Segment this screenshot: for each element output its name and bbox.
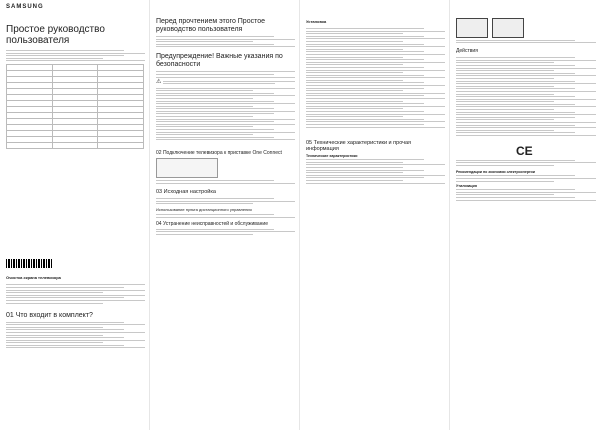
text-line — [156, 217, 295, 218]
section-heading-01: 01 Что входит в комплект? — [6, 311, 93, 319]
document-title: Простое руководство пользователя — [6, 24, 105, 46]
section-heading-read: Перед прочтением этого Простое руководство пользователя — [156, 18, 266, 33]
text-line — [306, 159, 424, 160]
text-line — [456, 101, 554, 102]
text-line — [306, 119, 424, 120]
text-line — [306, 95, 424, 96]
warning-triangle-icon: ⚠ — [156, 79, 162, 86]
text-line — [456, 125, 575, 126]
section-heading-remote: Использование пульта дистанционного управления — [156, 207, 252, 213]
text-line — [306, 41, 403, 42]
text-line — [306, 177, 424, 178]
text-line — [306, 44, 424, 45]
text-line — [456, 42, 596, 43]
text-line — [6, 290, 145, 291]
text-line — [6, 322, 124, 323]
text-line — [456, 99, 596, 100]
text-line — [156, 119, 295, 120]
section-heading-eco: Рекомендации по экономии электроэнергии — [456, 169, 535, 174]
section-heading-02: 02 Подключение телевизора к приставке One Connect — [156, 150, 282, 157]
text-line — [156, 108, 274, 109]
text-line — [6, 327, 103, 328]
text-line — [456, 160, 575, 161]
text-line — [306, 111, 424, 112]
text-line — [306, 59, 424, 60]
text-line — [306, 62, 445, 63]
text-line — [456, 91, 596, 92]
text-line — [156, 95, 295, 96]
section-heading-03: 03 Исходная настройка — [156, 189, 216, 195]
text-line — [306, 167, 403, 168]
text-line — [156, 203, 253, 204]
text-line — [6, 335, 103, 336]
text-line — [156, 137, 274, 138]
text-line — [456, 122, 596, 123]
text-line — [156, 231, 295, 232]
text-line — [306, 51, 424, 52]
column-3 — [300, 0, 450, 430]
text-line — [456, 192, 596, 193]
text-line — [456, 200, 596, 201]
text-line — [306, 54, 445, 55]
column-2 — [150, 0, 300, 430]
text-line — [456, 73, 575, 74]
text-line — [306, 49, 403, 50]
column-1 — [0, 0, 150, 430]
text-line — [6, 329, 124, 330]
text-line — [156, 139, 295, 140]
text-line — [156, 229, 274, 230]
text-line — [456, 135, 596, 136]
text-line — [6, 60, 145, 61]
section-heading-warning: Предупреждение! Важные указания по безопасности — [156, 53, 283, 69]
text-line — [306, 170, 424, 171]
text-line — [6, 345, 124, 346]
text-line — [456, 88, 575, 89]
text-line — [156, 101, 274, 102]
text-line — [156, 90, 253, 91]
text-line — [6, 340, 145, 341]
text-line — [456, 130, 554, 131]
text-line — [156, 103, 295, 104]
text-line — [156, 126, 253, 127]
text-line — [456, 194, 554, 195]
text-line — [456, 106, 596, 107]
text-line — [306, 121, 445, 122]
text-line — [306, 64, 403, 65]
text-line — [306, 77, 445, 78]
section-heading-04: 04 Устранение неисправностей и обслуживание — [156, 220, 269, 227]
text-line — [456, 40, 575, 41]
text-line — [156, 74, 274, 75]
text-line — [456, 175, 575, 176]
text-line — [456, 57, 575, 58]
text-line — [6, 58, 103, 59]
text-line — [456, 70, 554, 71]
text-line — [156, 71, 295, 72]
text-line — [156, 198, 274, 199]
text-line — [156, 98, 253, 99]
tv-illustration — [492, 18, 524, 38]
text-line — [156, 134, 253, 135]
text-line — [456, 62, 554, 63]
text-line — [6, 337, 124, 338]
text-line — [6, 284, 145, 285]
text-line — [156, 121, 274, 122]
text-line — [6, 292, 103, 293]
text-line — [306, 127, 445, 128]
text-line — [156, 201, 295, 202]
ce-mark: CE — [516, 144, 533, 158]
text-line — [156, 214, 274, 215]
text-line — [156, 39, 295, 40]
warning-item — [156, 79, 295, 86]
text-line — [306, 33, 403, 34]
mount-illustration-row — [456, 18, 596, 38]
text-line — [306, 28, 424, 29]
text-line — [306, 175, 445, 176]
text-line — [306, 162, 403, 163]
section-heading-cleaning: Очистка экрана телевизора — [6, 275, 61, 281]
barcode-icon — [6, 259, 52, 268]
text-line — [306, 72, 403, 73]
text-line — [6, 324, 145, 325]
text-line — [306, 70, 445, 71]
tv-illustration — [456, 18, 488, 38]
text-line — [456, 112, 575, 113]
text-line — [306, 80, 403, 81]
text-line — [306, 67, 424, 68]
text-line — [306, 106, 445, 107]
barcode-area — [6, 259, 145, 268]
text-line — [156, 41, 253, 42]
brand-logo: SAMSUNG — [6, 4, 44, 10]
section-heading-spec: Технические характеристики — [306, 153, 358, 158]
text-line — [156, 111, 295, 112]
text-line — [306, 101, 403, 102]
text-line — [306, 114, 445, 115]
section-heading-actions: Действия — [456, 48, 478, 55]
text-line — [456, 86, 554, 87]
text-line — [306, 98, 445, 99]
text-line — [6, 332, 145, 333]
text-line — [306, 180, 403, 181]
text-line — [6, 287, 124, 288]
text-line — [156, 116, 253, 117]
text-line — [456, 75, 596, 76]
text-line — [306, 38, 445, 39]
text-line — [456, 114, 596, 115]
text-line — [306, 82, 424, 83]
text-line — [156, 106, 253, 107]
text-line — [6, 55, 124, 56]
text-line — [156, 234, 253, 235]
section-heading-install: Установка — [306, 19, 327, 24]
text-line — [456, 104, 575, 105]
text-line — [6, 342, 103, 343]
text-line — [306, 75, 424, 76]
text-line — [456, 165, 554, 166]
text-line — [156, 180, 274, 181]
text-line — [6, 295, 145, 296]
text-line — [306, 93, 445, 94]
text-line — [306, 172, 403, 173]
text-line — [6, 300, 145, 301]
column-4 — [450, 0, 600, 430]
text-line — [456, 94, 554, 95]
text-line — [156, 36, 274, 37]
text-line — [156, 77, 295, 78]
text-line — [306, 108, 403, 109]
text-line — [6, 297, 124, 298]
text-line — [6, 347, 145, 348]
text-line — [306, 164, 445, 165]
text-line — [156, 129, 274, 130]
section-heading-05: 05 Технические характеристики и прочая информация — [306, 139, 412, 152]
text-line — [456, 127, 596, 128]
text-line — [156, 113, 274, 114]
text-line — [6, 303, 103, 304]
text-line — [456, 81, 575, 82]
text-line — [156, 88, 295, 89]
text-line — [456, 83, 596, 84]
text-line — [306, 36, 424, 37]
text-line — [156, 183, 295, 184]
text-line — [456, 197, 575, 198]
text-line — [306, 183, 445, 184]
text-line — [306, 57, 403, 58]
text-line — [306, 85, 445, 86]
text-line — [456, 109, 554, 110]
text-line — [456, 181, 554, 182]
text-line — [306, 103, 424, 104]
connection-illustration — [156, 158, 218, 178]
text-line — [156, 46, 295, 47]
text-line — [456, 96, 575, 97]
text-line — [456, 119, 554, 120]
text-line — [306, 31, 445, 32]
text-line — [156, 132, 295, 133]
text-line — [306, 124, 424, 125]
text-line — [156, 124, 295, 125]
text-line — [456, 117, 575, 118]
text-line — [456, 60, 596, 61]
text-line — [156, 93, 274, 94]
text-line — [456, 65, 575, 66]
section-heading-disposal: Утилизация — [456, 183, 477, 188]
text-line — [306, 90, 403, 91]
model-table — [6, 64, 144, 149]
text-line — [306, 88, 424, 89]
text-line — [306, 46, 445, 47]
text-line — [6, 50, 124, 51]
text-line — [456, 68, 596, 69]
text-line — [456, 132, 575, 133]
text-line — [6, 53, 145, 54]
text-line — [306, 116, 403, 117]
text-line — [456, 178, 596, 179]
text-line — [456, 78, 554, 79]
text-line — [156, 44, 274, 45]
text-line — [456, 189, 575, 190]
text-line — [456, 162, 596, 163]
